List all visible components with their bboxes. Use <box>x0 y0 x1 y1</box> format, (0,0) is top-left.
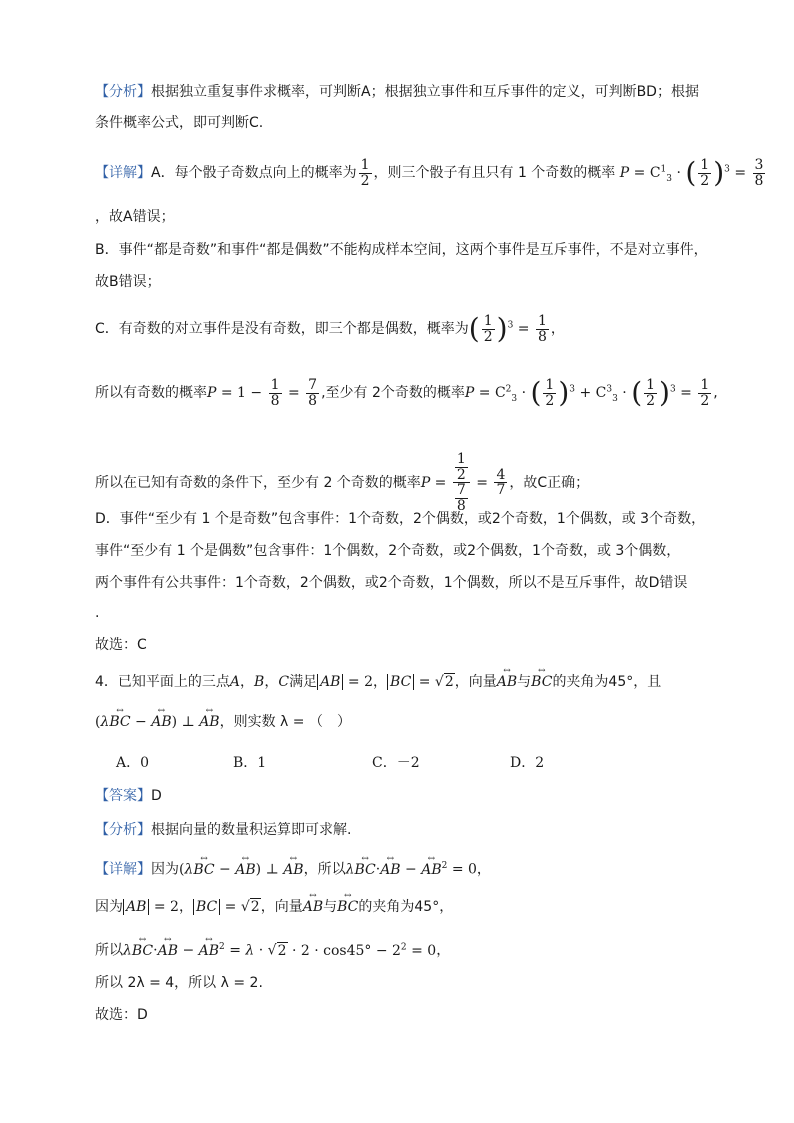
q3-detail-c-text-5: ，故C正确； <box>509 474 590 491</box>
q3-analysis-line-1 <box>95 82 699 102</box>
q4-detail-line-4: 所以 2λ = 4，所以 λ = 2. <box>95 975 263 991</box>
compound-fraction: $\frac{\frac{1}{2}}{\frac{7}{8}}$ <box>453 452 470 514</box>
q3-detail-a-line: 【详解】A．每个骰子奇数点向上的概率为 $\frac{1}{2}$ ，则三个骰子有且只有 1 个奇数的概率 $P = C^1_3$ · ( $\frac{1}{2}$ )$^3$ = $\frac{3}{8}$ <box>95 156 764 190</box>
option-b: B．1 <box>233 755 267 771</box>
analysis-tag: 【分析】 <box>95 84 151 100</box>
q3-detail-a-text-2: ，则三个骰子有且只有 1 个奇数的概率 <box>373 165 616 182</box>
q4-stem-line-1: 4．已知平面上的三点A，B，C满足 AB = 2， BC = √2，向量↔ AB与↔ BC的夹角为45°，且 <box>95 672 661 692</box>
q4-choice: 故选：D <box>95 1007 148 1023</box>
q3-detail-d-line-4: . <box>95 605 100 621</box>
q4-detail-line-2: 因为 AB = 2， BC = √2，向量↔ AB与↔ BC的夹角为45°， <box>95 897 453 917</box>
q3-detail-c-line-3: 所以在已知有奇数的条件下，至少有 2 个奇数的概率P = $\frac{\frac{1}{2}}{\frac{7}{8}}$ = $\frac{4}{7}$ ，故C正确； <box>95 451 590 515</box>
q4-stem-text-5: 的夹角为45°，且 <box>552 674 662 690</box>
q4-detail-text-6: 的夹角为45°， <box>358 899 454 915</box>
analysis-tag-q4: 【分析】 <box>95 822 151 838</box>
q4-detail-text: 因为 <box>151 861 179 878</box>
answer-tag: 【答案】 <box>95 788 151 804</box>
q4-detail-text-7: 所以 <box>95 942 123 959</box>
q4-detail-line-1: 【详解】因为(λ↔ BC − ↔ AB) ⊥ ↔ AB，所以λ↔ BC·↔ AB − ↔ $AB^2 = 0$， <box>95 856 491 880</box>
fraction: $\frac{1}{2}$ <box>360 157 370 189</box>
q4-detail-text-3: 因为 <box>95 899 123 915</box>
q4-stem-text-4: 与 <box>517 674 532 690</box>
q4-detail-text-2: ，所以 <box>303 861 346 878</box>
option-c: C．－2 <box>372 755 420 771</box>
q3-detail-c-line-1: C．有奇数的对立事件是没有奇数，即三个都是偶数，概率为( $\frac{1}{2}$ )$^3$ = $\frac{1}{8}$ ， <box>95 312 565 346</box>
q3-analysis-line-2: 条件概率公式，即可判断C. <box>95 115 264 131</box>
q3-detail-d-line-3: 两个事件有公共事件：1个奇数，2个偶数，或2个奇数，1个偶数，所以不是互斥事件，故D错误 <box>95 575 688 591</box>
q4-analysis-line <box>95 820 351 840</box>
q4-detail-text-4: ，向量 <box>260 899 303 915</box>
q4-detail-line-3: 所以λ↔ BC·↔ AB − ↔ $AB^2 = \lambda \cdot √2 \cdot 2 \cdot \cos 45^\circ - 2^2 = 0$， <box>95 937 450 961</box>
detail-tag: 【详解】 <box>95 165 151 182</box>
q3-detail-b-line-1: B．事件“都是奇数”和事件“都是偶数”不能构成样本空间，这两个事件是互斥事件，不是对立事件， <box>95 242 708 258</box>
q3-detail-c-text: C．有奇数的对立事件是没有奇数，即三个都是偶数，概率为 <box>95 321 469 338</box>
q4-answer-line <box>95 786 162 806</box>
q3-detail-a-end: ，故A错误； <box>95 209 175 225</box>
q4-detail-text-5: 与 <box>323 899 338 915</box>
q3-detail-c-text-2: 所以有奇数的概率 <box>95 385 207 402</box>
option-a: A．0 <box>116 755 150 771</box>
q3-choice: 故选：C <box>95 637 147 653</box>
q4-stem-line-2: (λ↔ BC − ↔ AB) ⊥ ↔ AB，则实数 λ = （ ） <box>95 712 351 732</box>
q3-detail-a-text: A．每个骰子奇数点向上的概率为 <box>151 165 357 182</box>
q4-stem-text-6: ，则实数 λ = （ ） <box>219 714 351 730</box>
q4-analysis-text: 根据向量的数量积运算即可求解. <box>151 822 352 838</box>
q4-stem-text: 4．已知平面上的三点 <box>95 674 230 690</box>
q3-analysis-text-1: 根据独立重复事件求概率，可判断A；根据独立事件和互斥事件的定义，可判断BD；根据 <box>151 84 699 100</box>
q3-detail-d-line-1: D．事件“至少有 1 个是奇数”包含事件：1个奇数，2个偶数，或2个奇数，1个偶数，或 3个奇数， <box>95 511 706 527</box>
q4-stem-text-2: 满足 <box>289 674 318 690</box>
q4-answer: D <box>151 788 162 804</box>
q4-stem-text-3: ，向量 <box>454 674 497 690</box>
q3-detail-c-line-2: 所以有奇数的概率P = 1 − $\frac{1}{8}$ = $\frac{7}{8}$ ,至少有 2个奇数的概率$P = C^2_3$ · ( $\frac{1}{2}$ )$^3 + C^3_3$ · ( $\frac{1}{2}$ )$^3$ = $\frac{1}{2}$ , <box>95 376 718 410</box>
q3-detail-c-text-3: 至少有 2个奇数的概率 <box>325 385 465 402</box>
q3-detail-c-text-4: 所以在已知有奇数的条件下，至少有 2 个奇数的概率 <box>95 474 421 491</box>
q3-detail-d-line-2: 事件“至少有 1 个是偶数”包含事件：1个偶数，2个奇数，或2个偶数，1个奇数，或 3个偶数， <box>95 543 681 559</box>
option-d: D．2 <box>510 755 545 771</box>
q3-detail-b-line-2: 故B错误； <box>95 274 161 290</box>
formula: P <box>619 165 630 182</box>
detail-tag-q4: 【详解】 <box>95 861 151 878</box>
